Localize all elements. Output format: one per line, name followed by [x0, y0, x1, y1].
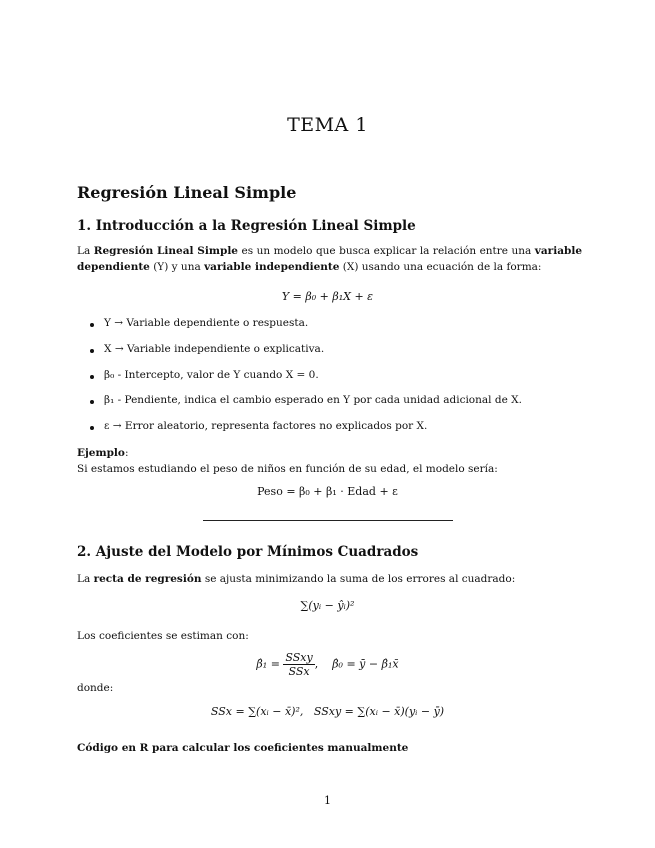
document-title: TEMA 1	[287, 114, 368, 136]
intro-bold-dependent: variable dependiente	[77, 245, 583, 273]
fit-heading: 2. Ajuste del Modelo por Mínimos Cuadrados	[77, 544, 419, 560]
donde-text: donde:	[77, 682, 114, 694]
coef-text: Los coeficientes se estiman con:	[77, 630, 249, 642]
example-text: Si estamos estudiando el peso de niños en función de su edad, el modelo sería:	[77, 463, 498, 475]
intro-text-c: es un modelo que busca explicar la relación entre una	[238, 245, 535, 257]
bullet-item: β₁ - Pendiente, indica el cambio esperado en Y por cada unidad adicional de X.	[90, 394, 522, 406]
example-label: Ejemplo	[77, 447, 125, 459]
beta0-equation: β̂₀ = ȳ − β̂₁x̄	[332, 657, 399, 671]
sum-squares-equation: ∑(yᵢ − ŷᵢ)²	[300, 599, 355, 612]
intro-text-e: (Y) y una	[149, 261, 205, 273]
horizontal-divider	[203, 520, 453, 522]
intro-equation: Y = β₀ + β₁X + ε	[281, 290, 374, 303]
page-number: 1	[324, 794, 331, 807]
intro-text-g: (X) usando una ecuación de la forma:	[339, 261, 542, 273]
intro-bold-model: Regresión Lineal Simple	[93, 245, 238, 257]
beta-equations: β̂₁ = $\frac{\text{SSxy}}{\text{SSx}}$ , β̂₀ = ȳ − β̂₁x̄	[256, 651, 399, 678]
bullet-item: β₀ - Intercepto, valor de Y cuando X = 0.	[90, 369, 319, 381]
ss-xy-equation: SSxy = ∑(xᵢ − x̄)(yᵢ − ȳ)	[313, 705, 445, 718]
intro-bold-independent: variable independiente	[204, 261, 340, 273]
section-title: Regresión Lineal Simple	[77, 183, 297, 202]
intro-heading: 1. Introducción a la Regresión Lineal Simple	[77, 218, 416, 234]
example-block: Ejemplo: Si estamos estudiando el peso de niños en función de su edad, el modelo sería:	[77, 447, 498, 475]
bullet-item: X → Variable independiente o explicativa.	[90, 343, 324, 355]
beta1-fraction: $\frac{\text{SSxy}}{\text{SSx}}$	[285, 651, 313, 678]
intro-text-a: La	[77, 245, 94, 257]
ss-equations	[0, 705, 655, 718]
beta1-lhs: β̂₁ =	[256, 657, 280, 671]
intro-paragraph	[77, 243, 582, 275]
fit-bold-regression-line: recta de regresión	[93, 573, 202, 585]
code-heading: Código en R para calcular los coeficientes manualmente	[77, 742, 409, 754]
bullet-item: Y → Variable dependiente o respuesta.	[90, 317, 308, 329]
example-equation: Peso = β₀ + β₁ · Edad + ε	[257, 485, 398, 498]
bullet-item: ε → Error aleatorio, representa factores no explicados por X.	[90, 420, 427, 432]
fit-paragraph: La recta de regresión se ajusta minimizando la suma de los errores al cuadrado:	[77, 573, 516, 585]
ss-x-equation: SSx = ∑(xᵢ − x̄)²,	[210, 705, 304, 718]
